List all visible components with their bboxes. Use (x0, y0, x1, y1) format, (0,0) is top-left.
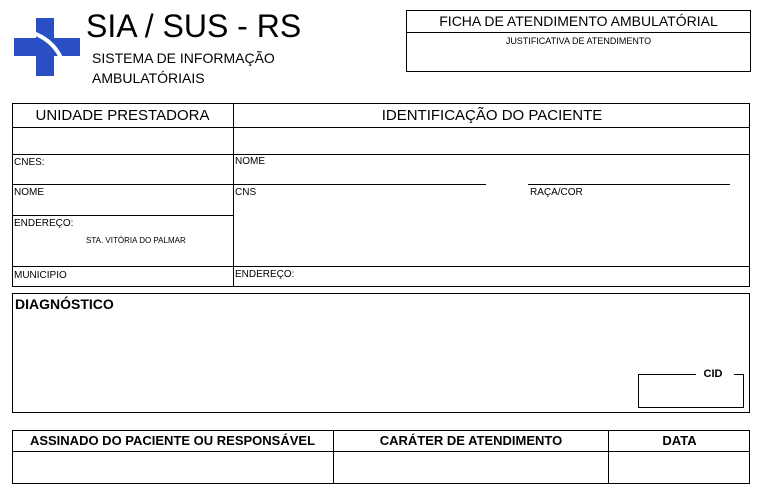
unidade-nome-label: NOME (14, 187, 44, 198)
cid-label: CID (703, 368, 723, 380)
data-heading: DATA (662, 433, 697, 448)
cnes-label: CNES: (14, 157, 45, 168)
form-title: FICHA DE ATENDIMENTO AMBULATÓRIAL (439, 13, 718, 29)
paciente-nome-label: NOME (235, 156, 265, 167)
raca-cor-label: RAÇA/COR (530, 187, 583, 198)
carater-atendimento-heading: CARÁTER DE ATENDIMENTO (379, 433, 563, 448)
identificacao-paciente-heading: IDENTIFICAÇÃO DO PACIENTE (381, 107, 603, 124)
identification-table (12, 103, 750, 287)
system-subtitle-line1: SISTEMA DE INFORMAÇÃO (92, 50, 275, 66)
diagnostico-box (12, 293, 750, 413)
sus-cross-logo-icon (14, 18, 80, 76)
system-subtitle-line2: AMBULATÓRIAIS (92, 70, 205, 86)
municipio-label: MUNICIPIO (14, 270, 67, 281)
form-subtitle: JUSTIFICATIVA DE ATENDIMENTO (505, 36, 652, 46)
system-title: SIA / SUS - RS (86, 8, 302, 44)
unidade-endereco-value: STA. VITÓRIA DO PALMAR (86, 236, 186, 245)
unidade-prestadora-heading: UNIDADE PRESTADORA (35, 107, 210, 124)
assinatura-heading: ASSINADO DO PACIENTE OU RESPONSÁVEL (29, 433, 316, 448)
diagnostico-heading: DIAGNÓSTICO (15, 296, 114, 312)
cns-label: CNS (235, 187, 257, 198)
unidade-endereco-label: ENDEREÇO: (14, 218, 74, 229)
paciente-endereco-label: ENDEREÇO: (235, 269, 295, 280)
